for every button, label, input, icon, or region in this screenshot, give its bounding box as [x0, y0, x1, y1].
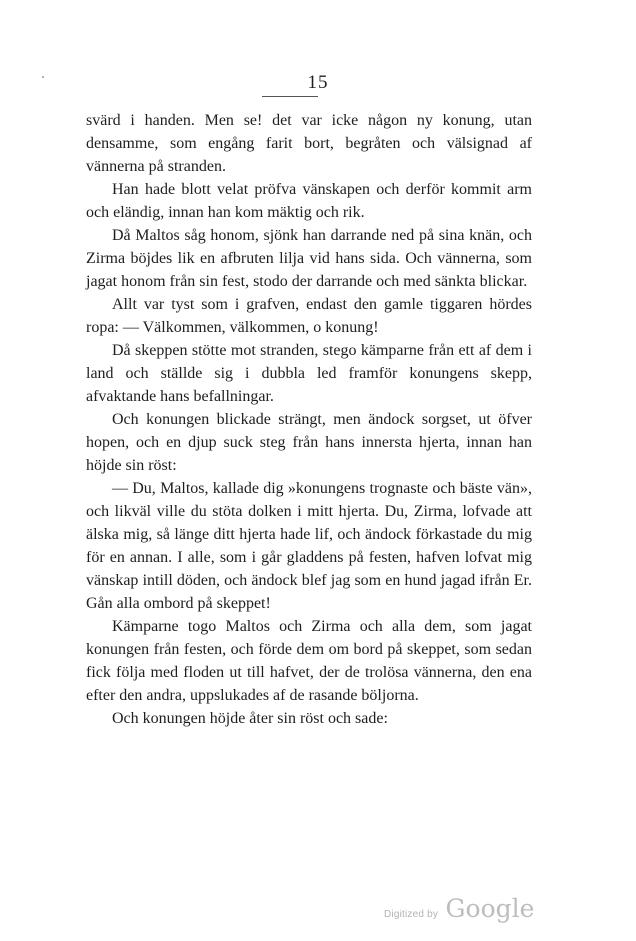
paragraph-1: svärd i handen. Men se! det var icke någon ny konung, utan densamme, som engång farit bort, begråten och välsignad af vännerna på stranden.	[86, 112, 532, 175]
page-number-rule	[262, 96, 318, 97]
body-text	[86, 109, 532, 730]
watermark-prefix: Digitized by	[384, 909, 439, 920]
google-logo: Google	[445, 894, 535, 923]
paragraph-6: Och konungen blickade strängt, men ändock sorgset, ut öfver hopen, och en djup suck steg från hans innersta hjerta, innan han höjde sin röst:	[86, 411, 532, 474]
digitized-watermark	[384, 894, 534, 923]
paragraph-2: Han hade blott velat pröfva vänskapen och derför kommit arm och eländig, innan han kom mäktig och rik.	[86, 181, 532, 221]
paragraph-8: Kämparne togo Maltos och Zirma och alla dem, som jagat konungen från festen, och förde dem om bord på skeppet, som sedan fick följa med floden ut till hafvet, der de trolösa vännerna, den ena efter den andra, uppslukades af de rasande böljorna.	[86, 618, 532, 704]
paragraph-7: — Du, Maltos, kallade dig »konungens trognaste och bäste vän», och likväl ville du stöta dolken i mitt hjerta. Du, Zirma, lofvade att älska mig, så länge ditt hjerta hade lif, och ändock förkastade du mig för en annan. I alle, som i går gladdens på festen, hafven lofvat mig vänskap intill döden, och ändock blef jag som en hund jagad ifrån Er. Gån alla ombord på skeppet!	[86, 480, 532, 612]
paragraph-3: Då Maltos såg honom, sjönk han darrande ned på sina knän, och Zirma böjdes lik en afbruten lilja vid hans sida. Och vännerna, som jagat honom från sin fest, stodo der darrande och med sänkta blickar.	[86, 227, 532, 290]
paragraph-5: Då skeppen stötte mot stranden, stego kämparne från ett af dem i land och ställde sig i dubbla led framför konungens skepp, afvaktande hans befallningar.	[86, 342, 532, 405]
paragraph-4: Allt var tyst som i grafven, endast den gamle tiggaren hördes ropa: — Välkommen, välkommen, o konung!	[86, 296, 532, 336]
page-number: 15	[307, 72, 329, 93]
paragraph-9: Och konungen höjde åter sin röst och sade:	[112, 710, 388, 727]
